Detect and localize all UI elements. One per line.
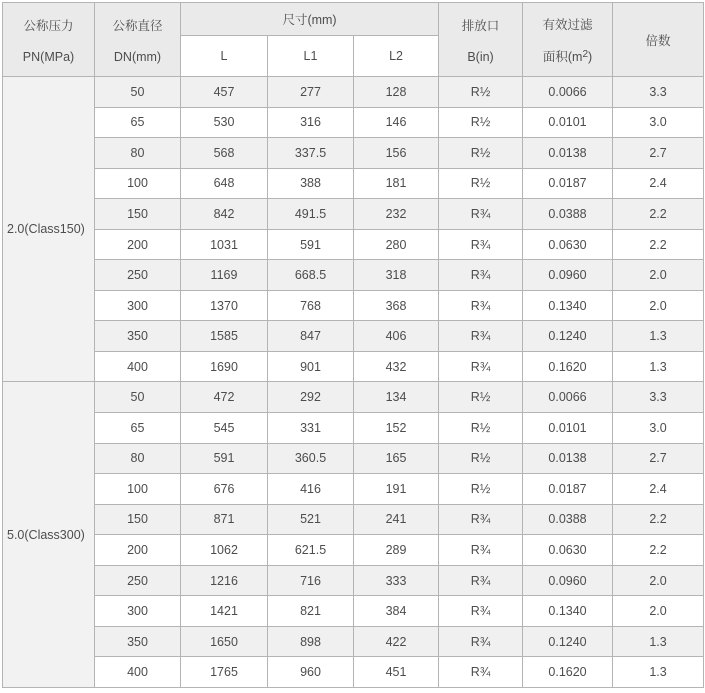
cell-l2: 422 (354, 626, 439, 657)
cell-l: 1585 (181, 321, 268, 352)
table-row (3, 413, 704, 444)
cell-l1: 960 (268, 657, 354, 688)
cell-l: 530 (181, 107, 268, 138)
cell-filter-area: 0.1240 (523, 626, 613, 657)
cell-multiple: 1.3 (613, 351, 704, 382)
table-row (3, 107, 704, 138)
cell-l2: 165 (354, 443, 439, 474)
header-drain-cn: 排放口 (461, 18, 500, 33)
cell-l2: 181 (354, 168, 439, 199)
cell-dn: 65 (95, 107, 181, 138)
cell-l1: 360.5 (268, 443, 354, 474)
cell-filter-area: 0.0630 (523, 535, 613, 566)
cell-multiple: 3.3 (613, 382, 704, 413)
cell-l2: 128 (354, 77, 439, 108)
header-pressure-cn: 公称压力 (23, 18, 74, 33)
cell-l1: 668.5 (268, 260, 354, 291)
cell-l1: 491.5 (268, 199, 354, 230)
cell-l2: 191 (354, 474, 439, 505)
header-diameter-cn: 公称直径 (112, 18, 163, 33)
cell-l: 472 (181, 382, 268, 413)
cell-l2: 406 (354, 321, 439, 352)
cell-drain-b: R¾ (439, 229, 523, 260)
cell-l1: 316 (268, 107, 354, 138)
header-diameter (95, 3, 181, 77)
cell-dn: 100 (95, 474, 181, 505)
cell-dn: 65 (95, 413, 181, 444)
cell-multiple: 2.0 (613, 565, 704, 596)
cell-drain-b: R½ (439, 138, 523, 169)
cell-filter-area: 0.0630 (523, 229, 613, 260)
cell-multiple: 2.0 (613, 260, 704, 291)
cell-filter-area: 0.0066 (523, 77, 613, 108)
cell-l: 1690 (181, 351, 268, 382)
cell-filter-area: 0.0101 (523, 107, 613, 138)
cell-drain-b: R¾ (439, 351, 523, 382)
cell-l: 676 (181, 474, 268, 505)
table-row (3, 260, 704, 291)
cell-l: 1031 (181, 229, 268, 260)
cell-filter-area: 0.0138 (523, 138, 613, 169)
cell-multiple: 2.2 (613, 504, 704, 535)
cell-l: 1169 (181, 260, 268, 291)
cell-l2: 232 (354, 199, 439, 230)
cell-l: 568 (181, 138, 268, 169)
cell-multiple: 2.0 (613, 290, 704, 321)
cell-l2: 368 (354, 290, 439, 321)
cell-dn: 150 (95, 199, 181, 230)
cell-l: 1421 (181, 596, 268, 627)
cell-multiple: 2.4 (613, 168, 704, 199)
cell-l2: 432 (354, 351, 439, 382)
cell-multiple: 2.2 (613, 535, 704, 566)
cell-dn: 80 (95, 443, 181, 474)
cell-dn: 300 (95, 290, 181, 321)
cell-filter-area: 0.0187 (523, 168, 613, 199)
cell-filter-area: 0.1620 (523, 351, 613, 382)
cell-l1: 768 (268, 290, 354, 321)
cell-dn: 50 (95, 77, 181, 108)
cell-filter-area: 0.0187 (523, 474, 613, 505)
cell-dn: 100 (95, 168, 181, 199)
cell-l: 591 (181, 443, 268, 474)
cell-l: 1765 (181, 657, 268, 688)
table-row (3, 596, 704, 627)
cell-l: 842 (181, 199, 268, 230)
cell-drain-b: R½ (439, 443, 523, 474)
cell-filter-area: 0.0388 (523, 199, 613, 230)
table-body (3, 77, 704, 688)
cell-l1: 847 (268, 321, 354, 352)
pressure-group-label: 2.0(Class150) (3, 77, 95, 382)
cell-dn: 150 (95, 504, 181, 535)
header-sub-l: L (181, 36, 268, 77)
cell-multiple: 2.0 (613, 596, 704, 627)
cell-l1: 716 (268, 565, 354, 596)
cell-drain-b: R¾ (439, 290, 523, 321)
header-filter-area-unit: 面积$(m^2)$ (542, 48, 593, 64)
cell-l1: 416 (268, 474, 354, 505)
cell-multiple: 1.3 (613, 321, 704, 352)
header-filter-area (523, 3, 613, 77)
cell-l1: 898 (268, 626, 354, 657)
cell-l1: 331 (268, 413, 354, 444)
table-row (3, 504, 704, 535)
cell-l: 648 (181, 168, 268, 199)
cell-filter-area: 0.0960 (523, 565, 613, 596)
cell-l1: 591 (268, 229, 354, 260)
cell-drain-b: R¾ (439, 596, 523, 627)
cell-filter-area: 0.1620 (523, 657, 613, 688)
cell-drain-b: R½ (439, 382, 523, 413)
header-multiple: 倍数 (613, 3, 704, 77)
cell-l: 1370 (181, 290, 268, 321)
cell-drain-b: R½ (439, 474, 523, 505)
cell-l2: 451 (354, 657, 439, 688)
cell-l1: 821 (268, 596, 354, 627)
table-row (3, 565, 704, 596)
cell-filter-area: 0.0960 (523, 260, 613, 291)
cell-drain-b: R½ (439, 168, 523, 199)
cell-dn: 50 (95, 382, 181, 413)
cell-l: 1062 (181, 535, 268, 566)
cell-l1: 277 (268, 77, 354, 108)
header-diameter-unit: DN(mm) (113, 49, 162, 64)
cell-l2: 333 (354, 565, 439, 596)
header-drain-unit: B(in) (467, 49, 494, 64)
cell-l: 457 (181, 77, 268, 108)
cell-drain-b: R¾ (439, 260, 523, 291)
cell-multiple: 2.2 (613, 199, 704, 230)
cell-drain-b: R½ (439, 107, 523, 138)
cell-l1: 292 (268, 382, 354, 413)
cell-dn: 80 (95, 138, 181, 169)
table-header (3, 3, 704, 77)
header-sub-l2: L2 (354, 36, 439, 77)
cell-l1: 337.5 (268, 138, 354, 169)
cell-l1: 901 (268, 351, 354, 382)
cell-l2: 241 (354, 504, 439, 535)
cell-l: 1216 (181, 565, 268, 596)
table-row (3, 626, 704, 657)
cell-drain-b: R¾ (439, 657, 523, 688)
cell-drain-b: R¾ (439, 535, 523, 566)
table-row (3, 443, 704, 474)
cell-filter-area: 0.0066 (523, 382, 613, 413)
cell-l2: 289 (354, 535, 439, 566)
table-row (3, 77, 704, 108)
cell-multiple: 3.0 (613, 107, 704, 138)
cell-dn: 200 (95, 535, 181, 566)
cell-multiple: 2.2 (613, 229, 704, 260)
cell-filter-area: 0.0138 (523, 443, 613, 474)
header-size: 尺寸(mm) (181, 3, 439, 36)
cell-l2: 384 (354, 596, 439, 627)
cell-dn: 200 (95, 229, 181, 260)
cell-dn: 350 (95, 626, 181, 657)
cell-multiple: 2.7 (613, 443, 704, 474)
table-row (3, 535, 704, 566)
cell-drain-b: R¾ (439, 565, 523, 596)
header-pressure-unit: PN(MPa) (22, 49, 75, 64)
cell-multiple: 1.3 (613, 657, 704, 688)
table-row (3, 474, 704, 505)
cell-drain-b: R½ (439, 77, 523, 108)
header-drain (439, 3, 523, 77)
cell-l: 1650 (181, 626, 268, 657)
cell-dn: 250 (95, 260, 181, 291)
cell-filter-area: 0.0388 (523, 504, 613, 535)
cell-l2: 156 (354, 138, 439, 169)
cell-dn: 250 (95, 565, 181, 596)
cell-l2: 134 (354, 382, 439, 413)
cell-dn: 400 (95, 351, 181, 382)
table-row (3, 168, 704, 199)
cell-drain-b: R¾ (439, 504, 523, 535)
cell-drain-b: R¾ (439, 199, 523, 230)
cell-l2: 280 (354, 229, 439, 260)
table-row (3, 290, 704, 321)
cell-l: 545 (181, 413, 268, 444)
table-row (3, 321, 704, 352)
cell-dn: 350 (95, 321, 181, 352)
cell-dn: 300 (95, 596, 181, 627)
strainer-spec-table (2, 2, 704, 688)
cell-filter-area: 0.1340 (523, 596, 613, 627)
cell-filter-area: 0.1240 (523, 321, 613, 352)
cell-multiple: 2.7 (613, 138, 704, 169)
cell-drain-b: R¾ (439, 321, 523, 352)
cell-dn: 400 (95, 657, 181, 688)
table-row (3, 382, 704, 413)
cell-l2: 152 (354, 413, 439, 444)
cell-l1: 388 (268, 168, 354, 199)
header-sub-l1: L1 (268, 36, 354, 77)
cell-multiple: 2.4 (613, 474, 704, 505)
cell-drain-b: R½ (439, 413, 523, 444)
header-pressure (3, 3, 95, 77)
cell-filter-area: 0.0101 (523, 413, 613, 444)
cell-l: 871 (181, 504, 268, 535)
table-row (3, 351, 704, 382)
table-row (3, 657, 704, 688)
pressure-group-label: 5.0(Class300) (3, 382, 95, 687)
cell-l1: 621.5 (268, 535, 354, 566)
cell-drain-b: R¾ (439, 626, 523, 657)
table-row (3, 229, 704, 260)
cell-filter-area: 0.1340 (523, 290, 613, 321)
cell-l2: 318 (354, 260, 439, 291)
header-filter-area-cn: 有效过滤 (542, 17, 593, 32)
cell-l1: 521 (268, 504, 354, 535)
cell-multiple: 3.3 (613, 77, 704, 108)
header-row-1 (3, 3, 704, 36)
cell-l2: 146 (354, 107, 439, 138)
cell-multiple: 3.0 (613, 413, 704, 444)
cell-multiple: 1.3 (613, 626, 704, 657)
table-row (3, 199, 704, 230)
superscript-2: 2 (582, 48, 589, 60)
table-row (3, 138, 704, 169)
